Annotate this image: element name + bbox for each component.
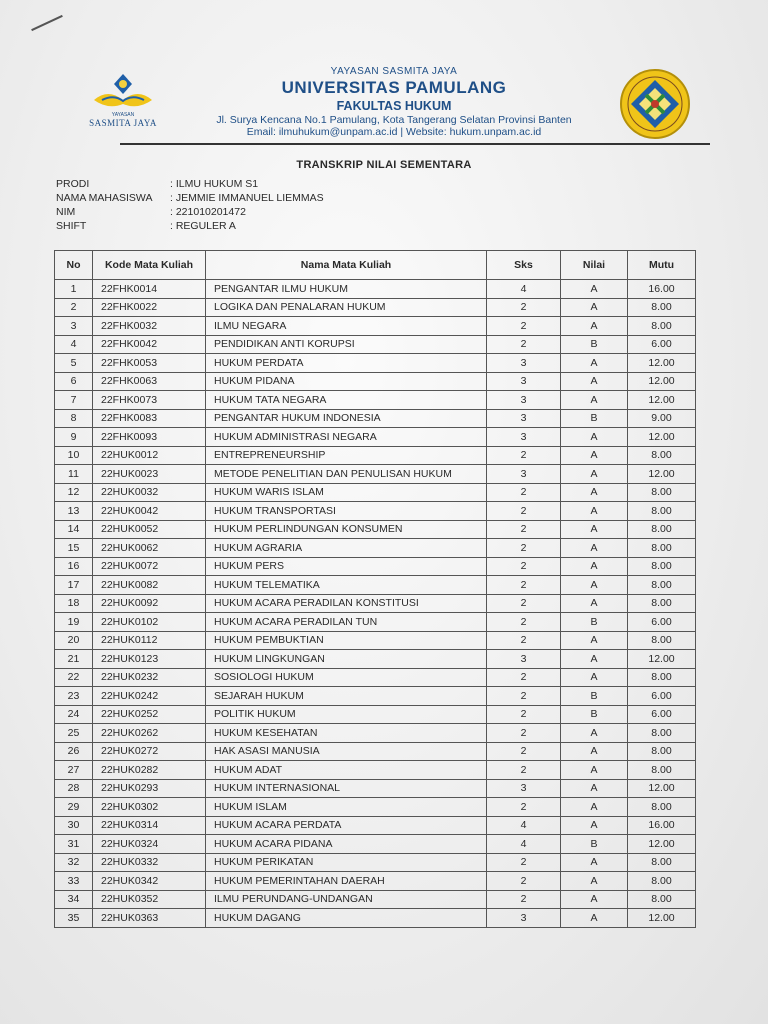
cell-mutu: 8.00 xyxy=(628,557,696,576)
cell-no: 8 xyxy=(55,409,93,428)
cell-mutu: 8.00 xyxy=(628,576,696,595)
cell-kode: 22HUK0324 xyxy=(93,835,206,854)
cell-sks: 3 xyxy=(487,909,561,928)
cell-kode: 22HUK0272 xyxy=(93,742,206,761)
cell-sks: 4 xyxy=(487,835,561,854)
table-row xyxy=(55,650,696,669)
cell-nilai: A xyxy=(561,668,628,687)
cell-mutu: 6.00 xyxy=(628,613,696,632)
cell-nama: HUKUM ACARA PERADILAN KONSTITUSI xyxy=(206,594,487,613)
cell-mutu: 8.00 xyxy=(628,853,696,872)
table-row xyxy=(55,576,696,595)
cell-no: 7 xyxy=(55,391,93,410)
cell-no: 19 xyxy=(55,613,93,632)
cell-nama: HUKUM ADMINISTRASI NEGARA xyxy=(206,428,487,447)
cell-no: 11 xyxy=(55,465,93,484)
cell-nama: PENGANTAR ILMU HUKUM xyxy=(206,280,487,299)
cell-no: 17 xyxy=(55,576,93,595)
cell-nama: HUKUM PERDATA xyxy=(206,354,487,373)
header-nilai: Nilai xyxy=(561,251,628,280)
cell-mutu: 12.00 xyxy=(628,835,696,854)
cell-no: 28 xyxy=(55,779,93,798)
table-row xyxy=(55,872,696,891)
cell-nama: HUKUM KESEHATAN xyxy=(206,724,487,743)
cell-no: 24 xyxy=(55,705,93,724)
foundation-name: YAYASAN SASMITA JAYA xyxy=(330,66,458,77)
cell-kode: 22FHK0053 xyxy=(93,354,206,373)
info-row-nama xyxy=(56,191,324,205)
table-row xyxy=(55,631,696,650)
cell-kode: 22HUK0363 xyxy=(93,909,206,928)
table-row xyxy=(55,705,696,724)
cell-nama: ILMU PERUNDANG-UNDANGAN xyxy=(206,890,487,909)
cell-nilai: A xyxy=(561,317,628,336)
cell-kode: 22HUK0102 xyxy=(93,613,206,632)
cell-kode: 22HUK0042 xyxy=(93,502,206,521)
cell-kode: 22HUK0012 xyxy=(93,446,206,465)
cell-nama: HUKUM ADAT xyxy=(206,761,487,780)
cell-nama: HUKUM INTERNASIONAL xyxy=(206,779,487,798)
cell-nilai: A xyxy=(561,872,628,891)
cell-nilai: A xyxy=(561,354,628,373)
cell-nama: HUKUM PEMBUKTIAN xyxy=(206,631,487,650)
cell-nama: HUKUM PIDANA xyxy=(206,372,487,391)
cell-no: 20 xyxy=(55,631,93,650)
cell-mutu: 8.00 xyxy=(628,761,696,780)
cell-kode: 22HUK0293 xyxy=(93,779,206,798)
cell-mutu: 6.00 xyxy=(628,687,696,706)
cell-no: 33 xyxy=(55,872,93,891)
cell-no: 18 xyxy=(55,594,93,613)
cell-kode: 22FHK0063 xyxy=(93,372,206,391)
table-row xyxy=(55,465,696,484)
cell-kode: 22HUK0092 xyxy=(93,594,206,613)
cell-no: 10 xyxy=(55,446,93,465)
grades-table-wrapper xyxy=(54,250,695,928)
table-row xyxy=(55,483,696,502)
header-mutu: Mutu xyxy=(628,251,696,280)
cell-nilai: A xyxy=(561,280,628,299)
cell-nilai: A xyxy=(561,557,628,576)
cell-sks: 2 xyxy=(487,742,561,761)
cell-mutu: 8.00 xyxy=(628,742,696,761)
cell-nama: HUKUM ACARA PIDANA xyxy=(206,835,487,854)
logo-caption: SASMITA JAYA xyxy=(89,118,157,128)
cell-kode: 22FHK0093 xyxy=(93,428,206,447)
table-row xyxy=(55,613,696,632)
cell-sks: 3 xyxy=(487,409,561,428)
cell-nama: HAK ASASI MANUSIA xyxy=(206,742,487,761)
cell-no: 16 xyxy=(55,557,93,576)
cell-no: 35 xyxy=(55,909,93,928)
header-nama: Nama Mata Kuliah xyxy=(206,251,487,280)
cell-kode: 22HUK0352 xyxy=(93,890,206,909)
cell-sks: 4 xyxy=(487,816,561,835)
cell-sks: 2 xyxy=(487,890,561,909)
cell-nilai: B xyxy=(561,687,628,706)
info-row-nim xyxy=(56,205,324,219)
cell-kode: 22HUK0023 xyxy=(93,465,206,484)
cell-mutu: 8.00 xyxy=(628,798,696,817)
cell-sks: 3 xyxy=(487,650,561,669)
cell-sks: 2 xyxy=(487,502,561,521)
cell-mutu: 8.00 xyxy=(628,890,696,909)
cell-nama: SOSIOLOGI HUKUM xyxy=(206,668,487,687)
cell-mutu: 8.00 xyxy=(628,539,696,558)
cell-nilai: A xyxy=(561,372,628,391)
cell-nilai: A xyxy=(561,816,628,835)
table-row xyxy=(55,539,696,558)
cell-no: 27 xyxy=(55,761,93,780)
cell-nilai: A xyxy=(561,446,628,465)
cell-nilai: A xyxy=(561,502,628,521)
cell-sks: 2 xyxy=(487,613,561,632)
institution-title-block xyxy=(174,66,614,138)
cell-no: 15 xyxy=(55,539,93,558)
cell-kode: 22FHK0032 xyxy=(93,317,206,336)
cell-mutu: 12.00 xyxy=(628,354,696,373)
cell-sks: 2 xyxy=(487,853,561,872)
nim-label: NIM xyxy=(56,206,76,218)
cell-mutu: 12.00 xyxy=(628,779,696,798)
table-row xyxy=(55,391,696,410)
cell-mutu: 12.00 xyxy=(628,372,696,391)
cell-nilai: A xyxy=(561,576,628,595)
cell-mutu: 8.00 xyxy=(628,668,696,687)
cell-nama: HUKUM WARIS ISLAM xyxy=(206,483,487,502)
nama-value: : JEMMIE IMMANUEL LIEMMAS xyxy=(170,192,324,204)
cell-mutu: 16.00 xyxy=(628,280,696,299)
table-row xyxy=(55,909,696,928)
cell-nama: HUKUM PERS xyxy=(206,557,487,576)
cell-nilai: B xyxy=(561,835,628,854)
cell-nama: HUKUM ACARA PERADILAN TUN xyxy=(206,613,487,632)
cell-kode: 22HUK0252 xyxy=(93,705,206,724)
cell-no: 29 xyxy=(55,798,93,817)
cell-sks: 2 xyxy=(487,539,561,558)
cell-sks: 2 xyxy=(487,557,561,576)
cell-nama: PENDIDIKAN ANTI KORUPSI xyxy=(206,335,487,354)
cell-nama: METODE PENELITIAN DAN PENULISAN HUKUM xyxy=(206,465,487,484)
cell-sks: 2 xyxy=(487,761,561,780)
cell-nama: HUKUM ISLAM xyxy=(206,798,487,817)
cell-mutu: 12.00 xyxy=(628,465,696,484)
cell-no: 30 xyxy=(55,816,93,835)
cell-nama: HUKUM TATA NEGARA xyxy=(206,391,487,410)
cell-mutu: 9.00 xyxy=(628,409,696,428)
cell-sks: 3 xyxy=(487,465,561,484)
cell-no: 1 xyxy=(55,280,93,299)
table-row xyxy=(55,594,696,613)
cell-mutu: 8.00 xyxy=(628,298,696,317)
cell-nilai: B xyxy=(561,613,628,632)
document-title: TRANSKRIP NILAI SEMENTARA xyxy=(296,159,472,171)
cell-sks: 2 xyxy=(487,872,561,891)
cell-mutu: 8.00 xyxy=(628,317,696,336)
table-row xyxy=(55,502,696,521)
table-row xyxy=(55,372,696,391)
table-row xyxy=(55,761,696,780)
cell-sks: 2 xyxy=(487,687,561,706)
cell-nilai: A xyxy=(561,724,628,743)
cell-sks: 3 xyxy=(487,428,561,447)
cell-sks: 2 xyxy=(487,594,561,613)
cell-kode: 22FHK0014 xyxy=(93,280,206,299)
cell-kode: 22HUK0072 xyxy=(93,557,206,576)
cell-mutu: 8.00 xyxy=(628,483,696,502)
yayasan-logo xyxy=(78,70,168,140)
cell-nilai: A xyxy=(561,853,628,872)
cell-mutu: 8.00 xyxy=(628,446,696,465)
cell-no: 5 xyxy=(55,354,93,373)
cell-kode: 22HUK0262 xyxy=(93,724,206,743)
table-row xyxy=(55,890,696,909)
contact-line: Email: ilmuhukum@unpam.ac.id | Website: hukum.unpam.ac.id xyxy=(246,126,542,138)
cell-no: 26 xyxy=(55,742,93,761)
cell-sks: 2 xyxy=(487,298,561,317)
student-info xyxy=(56,177,324,233)
university-seal-icon xyxy=(618,68,692,140)
cell-sks: 4 xyxy=(487,280,561,299)
cell-sks: 3 xyxy=(487,354,561,373)
cell-mutu: 8.00 xyxy=(628,631,696,650)
cell-nama: HUKUM ACARA PERDATA xyxy=(206,816,487,835)
shift-value: : REGULER A xyxy=(170,220,236,232)
cell-nama: SEJARAH HUKUM xyxy=(206,687,487,706)
cell-nilai: A xyxy=(561,909,628,928)
table-row xyxy=(55,816,696,835)
cell-nama: PENGANTAR HUKUM INDONESIA xyxy=(206,409,487,428)
cell-sks: 3 xyxy=(487,372,561,391)
cell-kode: 22HUK0232 xyxy=(93,668,206,687)
cell-sks: 2 xyxy=(487,705,561,724)
cell-nama: HUKUM TELEMATIKA xyxy=(206,576,487,595)
cell-nama: ENTREPRENEURSHIP xyxy=(206,446,487,465)
cell-sks: 2 xyxy=(487,520,561,539)
cell-nama: POLITIK HUKUM xyxy=(206,705,487,724)
cell-sks: 3 xyxy=(487,779,561,798)
cell-sks: 2 xyxy=(487,483,561,502)
table-header-row xyxy=(55,251,696,280)
cell-sks: 3 xyxy=(487,391,561,410)
cell-kode: 22HUK0302 xyxy=(93,798,206,817)
header-sks: Sks xyxy=(487,251,561,280)
cell-nama: HUKUM TRANSPORTASI xyxy=(206,502,487,521)
grades-table xyxy=(54,250,696,928)
cell-no: 2 xyxy=(55,298,93,317)
cell-sks: 2 xyxy=(487,335,561,354)
cell-mutu: 8.00 xyxy=(628,724,696,743)
cell-nama: HUKUM PERIKATAN xyxy=(206,853,487,872)
grades-table-body xyxy=(55,280,696,928)
cell-nilai: A xyxy=(561,539,628,558)
cell-mutu: 8.00 xyxy=(628,502,696,521)
table-row xyxy=(55,835,696,854)
info-row-shift xyxy=(56,219,324,233)
table-row xyxy=(55,779,696,798)
table-row xyxy=(55,298,696,317)
cell-kode: 22FHK0073 xyxy=(93,391,206,410)
cell-nama: HUKUM DAGANG xyxy=(206,909,487,928)
cell-nilai: A xyxy=(561,428,628,447)
cell-mutu: 8.00 xyxy=(628,594,696,613)
cell-no: 9 xyxy=(55,428,93,447)
cell-nilai: A xyxy=(561,465,628,484)
cell-nilai: A xyxy=(561,594,628,613)
cell-no: 14 xyxy=(55,520,93,539)
cell-kode: 22HUK0032 xyxy=(93,483,206,502)
cell-nilai: B xyxy=(561,705,628,724)
university-name: UNIVERSITAS PAMULANG xyxy=(281,78,507,97)
cell-nama: HUKUM AGRARIA xyxy=(206,539,487,558)
cell-nama: ILMU NEGARA xyxy=(206,317,487,336)
cell-no: 6 xyxy=(55,372,93,391)
cell-mutu: 8.00 xyxy=(628,872,696,891)
cell-nilai: A xyxy=(561,798,628,817)
cell-nilai: A xyxy=(561,298,628,317)
cell-nilai: A xyxy=(561,650,628,669)
cell-kode: 22HUK0062 xyxy=(93,539,206,558)
cell-nilai: B xyxy=(561,335,628,354)
table-row xyxy=(55,557,696,576)
cell-no: 31 xyxy=(55,835,93,854)
cell-kode: 22FHK0083 xyxy=(93,409,206,428)
cell-nama: HUKUM PERLINDUNGAN KONSUMEN xyxy=(206,520,487,539)
cell-no: 25 xyxy=(55,724,93,743)
nama-label: NAMA MAHASISWA xyxy=(56,192,153,204)
cell-kode: 22FHK0042 xyxy=(93,335,206,354)
cell-mutu: 8.00 xyxy=(628,520,696,539)
header-no: No xyxy=(55,251,93,280)
cell-no: 32 xyxy=(55,853,93,872)
yayasan-emblem-icon xyxy=(88,70,158,112)
cell-kode: 22HUK0242 xyxy=(93,687,206,706)
cell-nilai: A xyxy=(561,779,628,798)
cell-nama: LOGIKA DAN PENALARAN HUKUM xyxy=(206,298,487,317)
cell-kode: 22HUK0123 xyxy=(93,650,206,669)
cell-sks: 2 xyxy=(487,724,561,743)
logo-small-text: YAYASAN xyxy=(111,112,135,118)
cell-no: 12 xyxy=(55,483,93,502)
faculty-name: FAKULTAS HUKUM xyxy=(336,99,452,113)
cell-nilai: A xyxy=(561,520,628,539)
nim-value: : 221010201472 xyxy=(170,206,246,218)
cell-no: 21 xyxy=(55,650,93,669)
table-row xyxy=(55,354,696,373)
cell-sks: 2 xyxy=(487,446,561,465)
pen-mark xyxy=(31,15,63,31)
address-line: Jl. Surya Kencana No.1 Pamulang, Kota Tangerang Selatan Provinsi Banten xyxy=(216,114,572,126)
table-row xyxy=(55,742,696,761)
table-row xyxy=(55,853,696,872)
table-row xyxy=(55,687,696,706)
cell-kode: 22HUK0082 xyxy=(93,576,206,595)
cell-kode: 22HUK0342 xyxy=(93,872,206,891)
table-row xyxy=(55,280,696,299)
cell-no: 3 xyxy=(55,317,93,336)
table-row xyxy=(55,520,696,539)
cell-nilai: A xyxy=(561,742,628,761)
cell-kode: 22HUK0282 xyxy=(93,761,206,780)
cell-kode: 22HUK0112 xyxy=(93,631,206,650)
cell-nama: HUKUM PEMERINTAHAN DAERAH xyxy=(206,872,487,891)
cell-nilai: B xyxy=(561,409,628,428)
header-divider xyxy=(120,143,710,145)
table-row xyxy=(55,317,696,336)
table-row xyxy=(55,428,696,447)
cell-no: 13 xyxy=(55,502,93,521)
cell-nilai: A xyxy=(561,761,628,780)
cell-sks: 2 xyxy=(487,631,561,650)
cell-sks: 2 xyxy=(487,798,561,817)
table-row xyxy=(55,335,696,354)
prodi-value: : ILMU HUKUM S1 xyxy=(170,178,259,190)
cell-mutu: 12.00 xyxy=(628,428,696,447)
cell-mutu: 12.00 xyxy=(628,650,696,669)
table-row xyxy=(55,409,696,428)
table-row xyxy=(55,446,696,465)
header-kode: Kode Mata Kuliah xyxy=(93,251,206,280)
table-row xyxy=(55,724,696,743)
cell-sks: 2 xyxy=(487,317,561,336)
cell-mutu: 16.00 xyxy=(628,816,696,835)
university-seal xyxy=(618,68,694,140)
cell-nilai: A xyxy=(561,391,628,410)
table-row xyxy=(55,798,696,817)
cell-mutu: 6.00 xyxy=(628,335,696,354)
cell-sks: 2 xyxy=(487,668,561,687)
table-row xyxy=(55,668,696,687)
cell-mutu: 12.00 xyxy=(628,909,696,928)
cell-mutu: 6.00 xyxy=(628,705,696,724)
cell-nama: HUKUM LINGKUNGAN xyxy=(206,650,487,669)
cell-nilai: A xyxy=(561,631,628,650)
cell-kode: 22FHK0022 xyxy=(93,298,206,317)
cell-mutu: 12.00 xyxy=(628,391,696,410)
info-row-prodi xyxy=(56,177,324,191)
cell-no: 4 xyxy=(55,335,93,354)
prodi-label: PRODI xyxy=(56,178,90,190)
cell-kode: 22HUK0332 xyxy=(93,853,206,872)
cell-no: 23 xyxy=(55,687,93,706)
cell-nilai: A xyxy=(561,483,628,502)
cell-no: 34 xyxy=(55,890,93,909)
cell-sks: 2 xyxy=(487,576,561,595)
letterhead xyxy=(70,66,710,146)
shift-label: SHIFT xyxy=(56,220,87,232)
cell-kode: 22HUK0052 xyxy=(93,520,206,539)
cell-no: 22 xyxy=(55,668,93,687)
cell-nilai: A xyxy=(561,890,628,909)
cell-kode: 22HUK0314 xyxy=(93,816,206,835)
